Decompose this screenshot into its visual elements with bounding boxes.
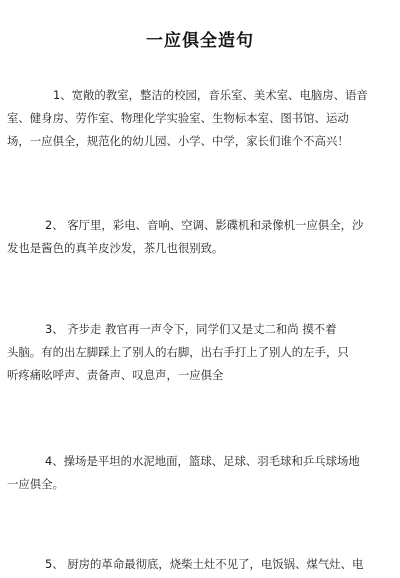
paragraph-1: [7, 84, 393, 153]
paragraph-line: 场，一应俱全，规范化的幼儿园、小学、中学，家长们谁个不高兴！: [7, 134, 349, 148]
paragraph-2: [7, 214, 393, 260]
paragraph-5: [7, 553, 393, 576]
paragraph-line: 室、健身房、劳作室、物理化学实验室、生物标本室、图书馆、运动: [7, 111, 349, 125]
paragraph-line: 5、 厨房的革命最彻底，烧柴土灶不见了，电饭锅、煤气灶、电: [45, 557, 364, 571]
paragraph-line: 听疼痛吆呼声、责备声、叹息声，一应俱全: [7, 368, 224, 382]
paragraph-line: 头脑。有的出左脚踩上了别人的右脚，出右手打上了别人的左手，只: [7, 345, 349, 359]
paragraph-line: 4、操场是平坦的水泥地面，篮球、足球、羽毛球和乒乓球场地: [45, 454, 360, 468]
paragraph-3: [7, 318, 393, 387]
paragraph-line: 一应俱全。: [7, 477, 64, 491]
paragraph-4: [7, 450, 393, 496]
document-title: 一应俱全造句: [146, 31, 254, 51]
paragraph-line: 发也是酱色的真羊皮沙发，茶几也很别致。: [7, 241, 224, 255]
paragraph-line: 2、 客厅里，彩电、音响、空调、影碟机和录像机一应俱全，沙: [45, 218, 364, 232]
paragraph-line: 3、 齐步走 教官再一声令下，同学们又是丈二和尚 摸不着: [45, 322, 337, 336]
paragraph-line: 1、宽敞的教室，整洁的校园，音乐室、美术室、电脑房、语音: [53, 88, 368, 102]
